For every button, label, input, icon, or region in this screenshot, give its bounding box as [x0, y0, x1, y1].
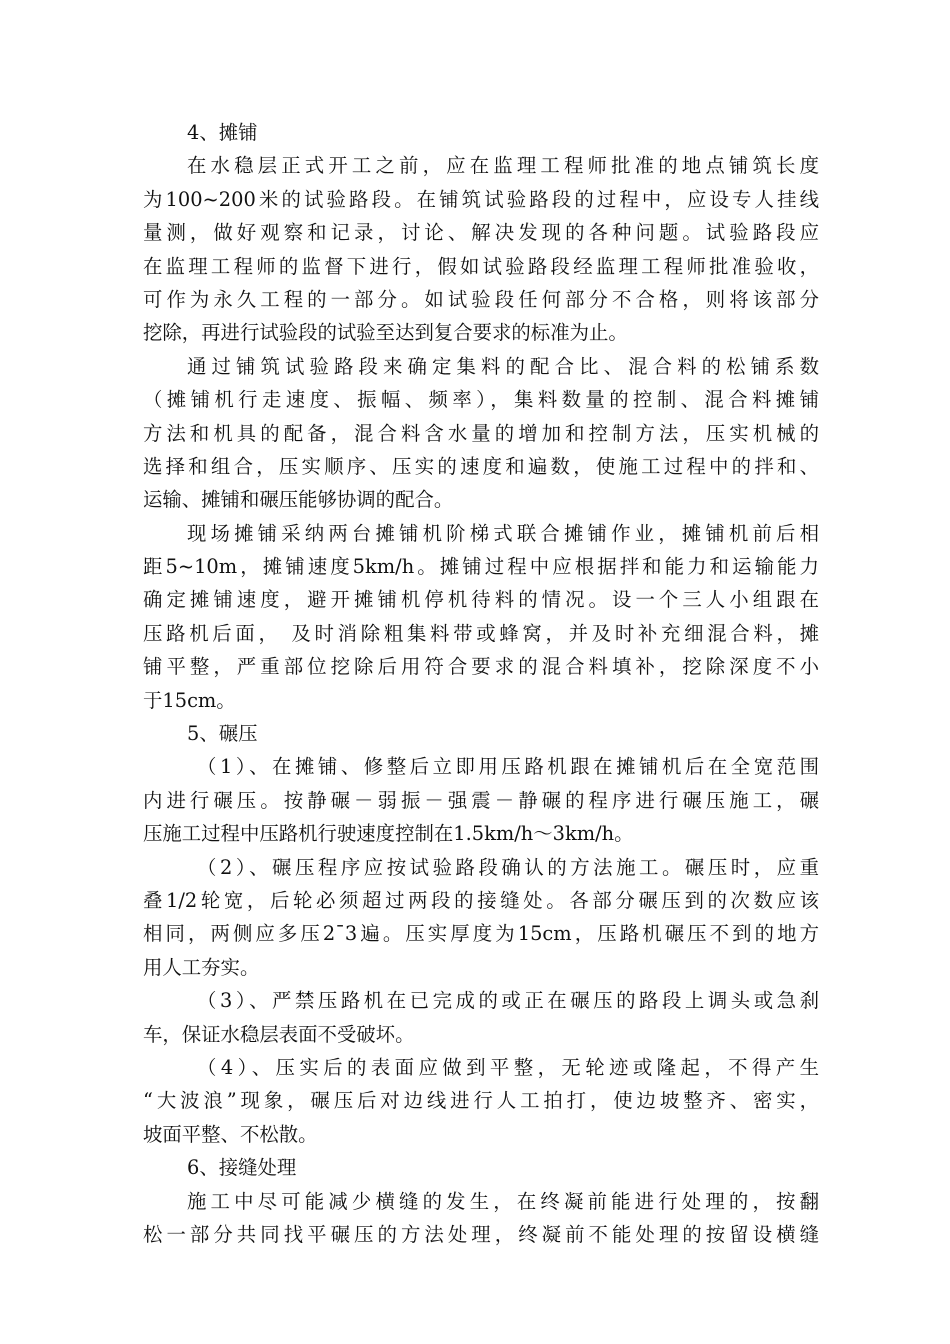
body-text-line: 内进行碾压。按静碾－弱振－强震－静碾的程序进行碾压施工，碾 [143, 788, 819, 812]
body-text-line: 相同，两侧应多压2¯3遍。压实厚度为15cm，压路机碾压不到的地方 [143, 922, 819, 946]
body-text-line: 在监理工程师的监督下进行，假如试验路段经监理工程师批准验收， [143, 254, 819, 278]
paragraph-last-line: 用人工夯实。 [143, 955, 260, 979]
document-body [143, 116, 819, 1251]
paragraph-last-line: 运输、摊铺和碾压能够协调的配合。 [143, 488, 454, 512]
body-text-line: 叠1/2轮宽，后轮必须超过两段的接缝处。各部分碾压到的次数应该 [143, 888, 819, 912]
section-heading: 5、碾压 [187, 722, 258, 746]
body-text-line: “大波浪”现象，碾压后对边线进行人工拍打，使边坡整齐、密实， [143, 1089, 819, 1113]
body-text-line: 为100~200米的试验路段。在铺筑试验路段的过程中，应设专人挂线 [143, 187, 819, 211]
paragraph-first-line: 通过铺筑试验路段来确定集料的配合比、混合料的松铺系数 [187, 354, 819, 378]
body-text-line: 松一部分共同找平碾压的方法处理，终凝前不能处理的按留设横缝 [143, 1222, 819, 1246]
paragraph-first-line: 在水稳层正式开工之前，应在监理工程师批准的地点铺筑长度 [187, 154, 819, 178]
body-text-line: 可作为永久工程的一部分。如试验段任何部分不合格，则将该部分 [143, 287, 819, 311]
paragraph-last-line: 于15cm。 [143, 688, 236, 712]
paragraph-last-line: 压施工过程中压路机行驶速度控制在1.5km/h～3km/h。 [143, 822, 634, 846]
body-text-line: 选择和组合，压实顺序、压实的速度和遍数，使施工过程中的拌和、 [143, 454, 819, 478]
body-text-line: 量测，做好观察和记录，讨论、解决发现的各种问题。试验路段应 [143, 221, 819, 245]
numbered-item-first-line: （3）、严禁压路机在已完成的或正在碾压的路段上调头或急刹 [197, 989, 819, 1013]
paragraph-first-line: 现场摊铺采纳两台摊铺机阶梯式联合摊铺作业，摊铺机前后相 [187, 521, 819, 545]
body-text-line: 确定摊铺速度，避开摊铺机停机待料的情况。设一个三人小组跟在 [143, 588, 819, 612]
numbered-item-first-line: （1）、在摊铺、修整后立即用压路机跟在摊铺机后在全宽范围 [197, 755, 819, 779]
section-heading: 6、接缝处理 [187, 1156, 297, 1180]
numbered-item-first-line: （2）、碾压程序应按试验路段确认的方法施工。碾压时，应重 [197, 855, 819, 879]
section-heading: 4、摊铺 [187, 121, 258, 144]
paragraph-last-line: 挖除，再进行试验段的试验至达到复合要求的标准为止。 [143, 321, 628, 345]
paragraph-last-line: 坡面平整、不松散。 [143, 1122, 318, 1146]
body-text-line: （摊铺机行走速度、振幅、频率），集料数量的控制、混合料摊铺 [143, 388, 819, 412]
body-text-line: 铺平整，严重部位挖除后用符合要求的混合料填补，挖除深度不小 [143, 655, 819, 679]
body-text-line: 压路机后面， 及时消除粗集料带或蜂窝，并及时补充细混合料，摊 [143, 621, 819, 645]
paragraph-first-line: 施工中尽可能减少横缝的发生，在终凝前能进行处理的，按翻 [187, 1189, 819, 1213]
document-page [143, 116, 819, 1251]
body-text-line: 距5~10m，摊铺速度5km/h。摊铺过程中应根据拌和能力和运输能力 [143, 555, 819, 579]
numbered-item-first-line: （4）、压实后的表面应做到平整，无轮迹或隆起，不得产生 [197, 1055, 819, 1079]
paragraph-last-line: 车，保证水稳层表面不受破坏。 [143, 1022, 415, 1046]
body-text-line: 方法和机具的配备，混合料含水量的增加和控制方法，压实机械的 [143, 421, 819, 445]
